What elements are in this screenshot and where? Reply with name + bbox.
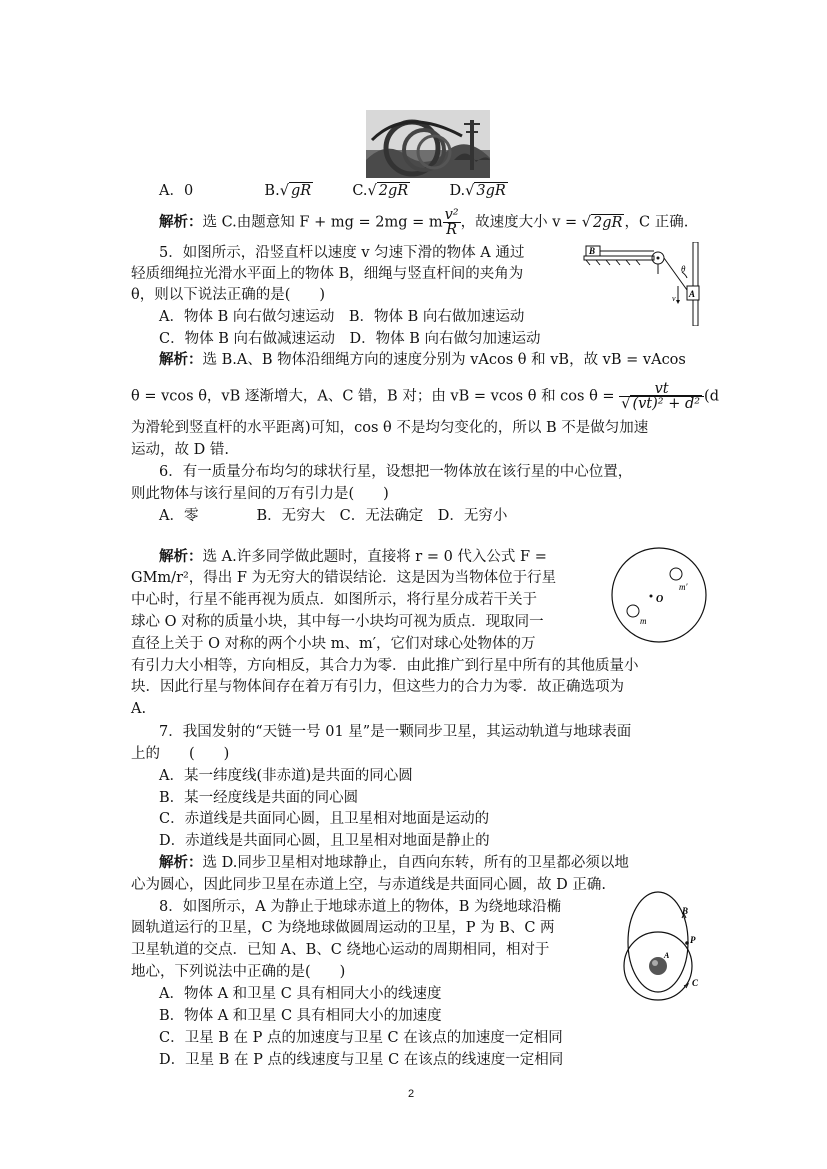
q7-analysis-1: 解析：选 D.同步卫星相对地球静止，自西向东转，所有的卫星都必须以地 (159, 854, 629, 871)
q8-orbit-figure (618, 890, 710, 1002)
q7-option-b: B．某一经度线是共面的同心圆 (159, 790, 359, 806)
q6-label-m: m (640, 616, 647, 626)
q6-analysis-3: 中心时，行星不能再视为质点．如图所示，将行星分成若干关于 (131, 592, 537, 608)
q6-analysis-8: A. (131, 701, 147, 717)
q6-analysis-2: GMm/r²，得出 F 为无穷大的错误结论．这是因为当物体位于行星 (131, 570, 557, 586)
roller-coaster-photo (366, 110, 490, 178)
q6-stem-1: 6．有一质量分布均匀的球状行星，设想把一物体放在该行星的中心位置， (159, 464, 633, 480)
q5-analysis-1: 解析：选 B.A、B 物体沿细绳方向的速度分别为 vAcos θ 和 vB，故 vB = vAcos (159, 351, 686, 368)
q6-analysis-1: 解析：选 A.许多同学做此题时，直接将 r = 0 代入公式 F = (159, 548, 547, 565)
q5-pulley-figure (578, 242, 708, 326)
q5-label-B: B (589, 246, 596, 256)
q5-analysis-3: 为滑轮到竖直杆的水平距离)可知，cos θ 不是均匀变化的，所以 B 不是做匀加速 (131, 420, 649, 436)
q4-option-d: D.√ 3gR (449, 183, 506, 199)
q7-stem-1: 7．我国发射的“天链一号 01 星”是一颗同步卫星，其运动轨道与地球表面 (159, 724, 632, 740)
q4-option-b: B.√ gR (264, 183, 312, 199)
q5-stem-3: θ，则以下说法正确的是( ) (131, 287, 326, 303)
q8-option-a: A．物体 A 和卫星 C 具有相同大小的线速度 (159, 986, 442, 1002)
q6-analysis-5: 直径上关于 O 对称的两个小块 m、m′，它们对球心处物体的万 (131, 636, 536, 652)
q8-option-b: B．物体 A 和卫星 C 具有相同大小的加速度 (159, 1008, 442, 1024)
q8-label-B: B (682, 906, 689, 916)
q4-analysis: 解析：选 C.由题意知 F + mg = 2mg = m $\frac{\text{v²}}{R}$ ，故速度大小 v = √ 2gR ，C 正确. (159, 207, 689, 238)
q6-analysis-6: 有引力大小相等，方向相反，其合力为零．由此推广到行星中所有的其他质量小 (131, 658, 639, 674)
q6-analysis-7: 块．因此行星与物体间存在着万有引力，但这些力的合力为零．故正确选项为 (131, 679, 624, 695)
q5-label-A: A (689, 289, 696, 299)
q7-option-a: A．某一纬度线(非赤道)是共面的同心圆 (159, 768, 413, 784)
q6-planet-figure (609, 545, 709, 645)
q8-label-P: P (690, 935, 696, 945)
q7-stem-2: 上的 ( ) (131, 746, 230, 762)
q5-label-theta: θ (681, 264, 686, 274)
q5-options-ab: A．物体 B 向右做匀速运动 B．物体 B 向右做加速运动 (159, 309, 525, 325)
page-number: 2 (408, 1088, 415, 1100)
q8-stem-4: 地心，下列说法中正确的是( ) (131, 964, 346, 980)
q6-analysis-4: 球心 O 对称的质量小块，其中每一小块均可视为质点．现取同一 (131, 614, 544, 630)
q8-stem-3: 卫星轨道的交点．已知 A、B、C 绕地心运动的周期相同，相对于 (131, 942, 550, 958)
q8-label-C: C (692, 978, 699, 988)
q8-stem-2: 圆轨道运行的卫星，C 为绕地球做圆周运动的卫星，P 为 B、C 两 (131, 920, 555, 936)
q5-stem-1: 5．如图所示，沿竖直杆以速度 v 匀速下滑的物体 A 通过 (159, 245, 525, 261)
q4-options (159, 181, 508, 201)
q8-label-A: A (664, 951, 670, 960)
q6-options: A．零 B．无穷大 C．无法确定 D．无穷小 (159, 508, 508, 524)
q8-stem-1: 8．如图所示，A 为静止于地球赤道上的物体，B 为绕地球沿椭 (159, 899, 562, 915)
q5-analysis-2: θ = vcos θ，vB 逐渐增大，A、C 错，B 对；由 vB = vcos θ 和 cos θ = $\frac{vt}{\text{√ (vt)² + d²}}$ (d (131, 381, 719, 412)
q5-options-cd: C．物体 B 向右做减速运动 D．物体 B 向右做匀加速运动 (159, 331, 541, 347)
q7-option-c: C．赤道线是共面同心圆，且卫星相对地面是运动的 (159, 811, 490, 827)
q6-label-O: O (656, 594, 664, 605)
q5-stem-2: 轻质细绳拉光滑水平面上的物体 B，细绳与竖直杆间的夹角为 (131, 266, 524, 282)
q4-option-a: A．0 (159, 183, 194, 199)
q6-stem-2: 则此物体与该行星间的万有引力是( ) (131, 486, 389, 502)
q4-option-c: C.√ 2gR (352, 183, 409, 199)
q8-option-c: C．卫星 B 在 P 点的加速度与卫星 C 在该点的加速度一定相同 (159, 1030, 563, 1046)
q6-label-m-prime: m′ (679, 582, 688, 592)
q5-analysis-4: 运动，故 D 错. (131, 442, 229, 458)
q7-option-d: D．赤道线是共面同心圆，且卫星相对地面是静止的 (159, 833, 490, 849)
q7-analysis-2: 心为圆心，因此同步卫星在赤道上空，与赤道线是共面同心圆，故 D 正确. (131, 877, 606, 893)
q5-label-v: v (672, 294, 676, 303)
q8-option-d: D．卫星 B 在 P 点的线速度与卫星 C 在该点的线速度一定相同 (159, 1052, 564, 1068)
